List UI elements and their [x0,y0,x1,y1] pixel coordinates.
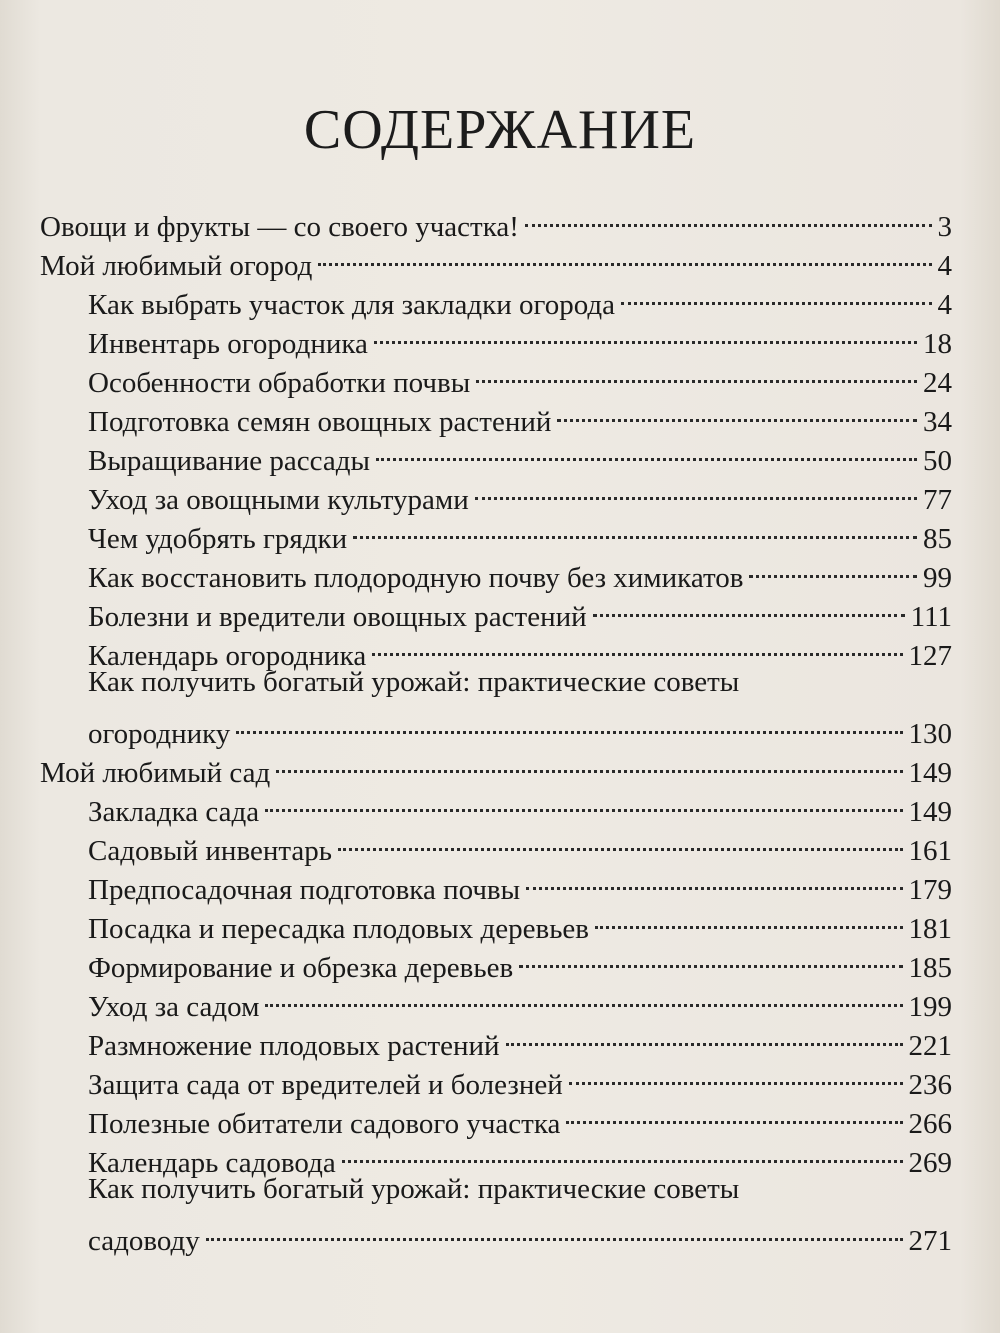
toc-page-number: 24 [923,367,952,399]
toc-page-number: 149 [908,796,952,828]
dot-leader [526,849,902,890]
toc-page-number: 149 [908,757,952,789]
dot-leader [338,810,903,851]
toc-entry-label: Как восстановить плодородную почву без химикатов [88,562,744,594]
toc-entry-label: Инвентарь огородника [88,328,368,360]
dot-leader [621,264,932,305]
toc-page-number: 34 [923,406,952,438]
toc-entry-label: Садовый инвентарь [88,835,332,867]
toc-entry-label: Уход за садом [88,991,260,1023]
toc-page-number: 185 [908,952,952,984]
toc-page-number: 3 [937,211,952,243]
toc-entry-label: Формирование и обрезка деревьев [88,952,514,984]
toc-entry-label: Чем удобрять грядки [88,523,348,555]
toc-entry-label: Болезни и вредители овощных растений [88,601,587,633]
dot-leader [566,1083,902,1124]
toc-entry-label-first-line: Как получить богатый урожай: практические советы [88,1173,740,1205]
dot-leader [376,420,917,461]
toc-entry-label: Закладка сада [88,796,260,828]
toc-page-number: 85 [923,523,952,555]
toc-entry-label: Календарь огородника [88,640,367,672]
toc-entry-label: огороднику [88,718,231,750]
toc-page-number: 181 [908,913,952,945]
dot-leader [569,1044,903,1085]
toc-entry-label: Мой любимый сад [40,757,271,789]
toc-entry-label: Предпосадочная подготовка почвы [88,874,521,906]
dot-leader [595,888,903,929]
toc-page-number: 221 [908,1030,952,1062]
toc-entry [88,1131,952,1179]
dot-leader [506,1005,903,1046]
toc-page-number: 99 [923,562,952,594]
toc-entry-label: Овощи и фрукты — со своего участка! [40,211,519,243]
toc-entry-label: Мой любимый огород [40,250,313,282]
dot-leader [353,498,917,539]
toc-page-number: 18 [923,328,952,360]
toc-entry-label: Выращивание рассады [88,445,370,477]
dot-leader [525,186,932,227]
toc-entry-label: Календарь садовода [88,1147,336,1179]
toc-page-number: 179 [908,874,952,906]
toc-page-number: 111 [910,601,952,633]
dot-leader [749,537,917,578]
toc-entry-label: Уход за овощными культурами [88,484,469,516]
dot-leader [476,342,917,383]
dot-leader [342,1122,903,1163]
toc-page-number: 127 [908,640,952,672]
toc-entry-label: Полезные обитатели садового участка [88,1108,561,1140]
toc-page-number: 236 [908,1069,952,1101]
dot-leader [265,966,902,1007]
toc-entry-label: Как выбрать участок для закладки огорода [88,289,615,321]
toc-entry-label: Размножение плодовых растений [88,1030,500,1062]
toc-page-number: 269 [908,1147,952,1179]
dot-leader [206,1200,903,1241]
dot-leader [372,615,902,656]
toc-entry-label: Подготовка семян овощных растений [88,406,552,438]
dot-leader [593,576,905,617]
dot-leader [374,303,917,344]
dot-leader [557,381,917,422]
dot-leader [519,927,902,968]
toc-page-number: 266 [908,1108,952,1140]
dot-leader [276,732,902,773]
dot-leader [265,771,902,812]
toc-entry [88,1209,952,1257]
page-title: СОДЕРЖАНИЕ [303,99,697,161]
toc-entry-label: Особенности обработки почвы [88,367,471,399]
toc-page-number: 271 [908,1225,952,1257]
toc-entry-label-first-line: Как получить богатый урожай: практические советы [88,666,740,698]
toc-entry-label: Посадка и пересадка плодовых деревьев [88,913,589,945]
toc-page-number: 161 [908,835,952,867]
dot-leader [236,693,902,734]
toc-page-number: 4 [937,289,952,321]
toc-entry-label: Защита сада от вредителей и болезней [88,1069,563,1101]
toc-page-number: 50 [923,445,952,477]
dot-leader [318,225,931,266]
toc-page-number: 77 [923,484,952,516]
toc-entry [88,624,952,672]
toc-page-number: 199 [908,991,952,1023]
dot-leader [475,459,917,500]
toc-entry-label: садоводу [88,1225,200,1257]
toc-page-number: 4 [937,250,952,282]
toc-page-number: 130 [908,718,952,750]
